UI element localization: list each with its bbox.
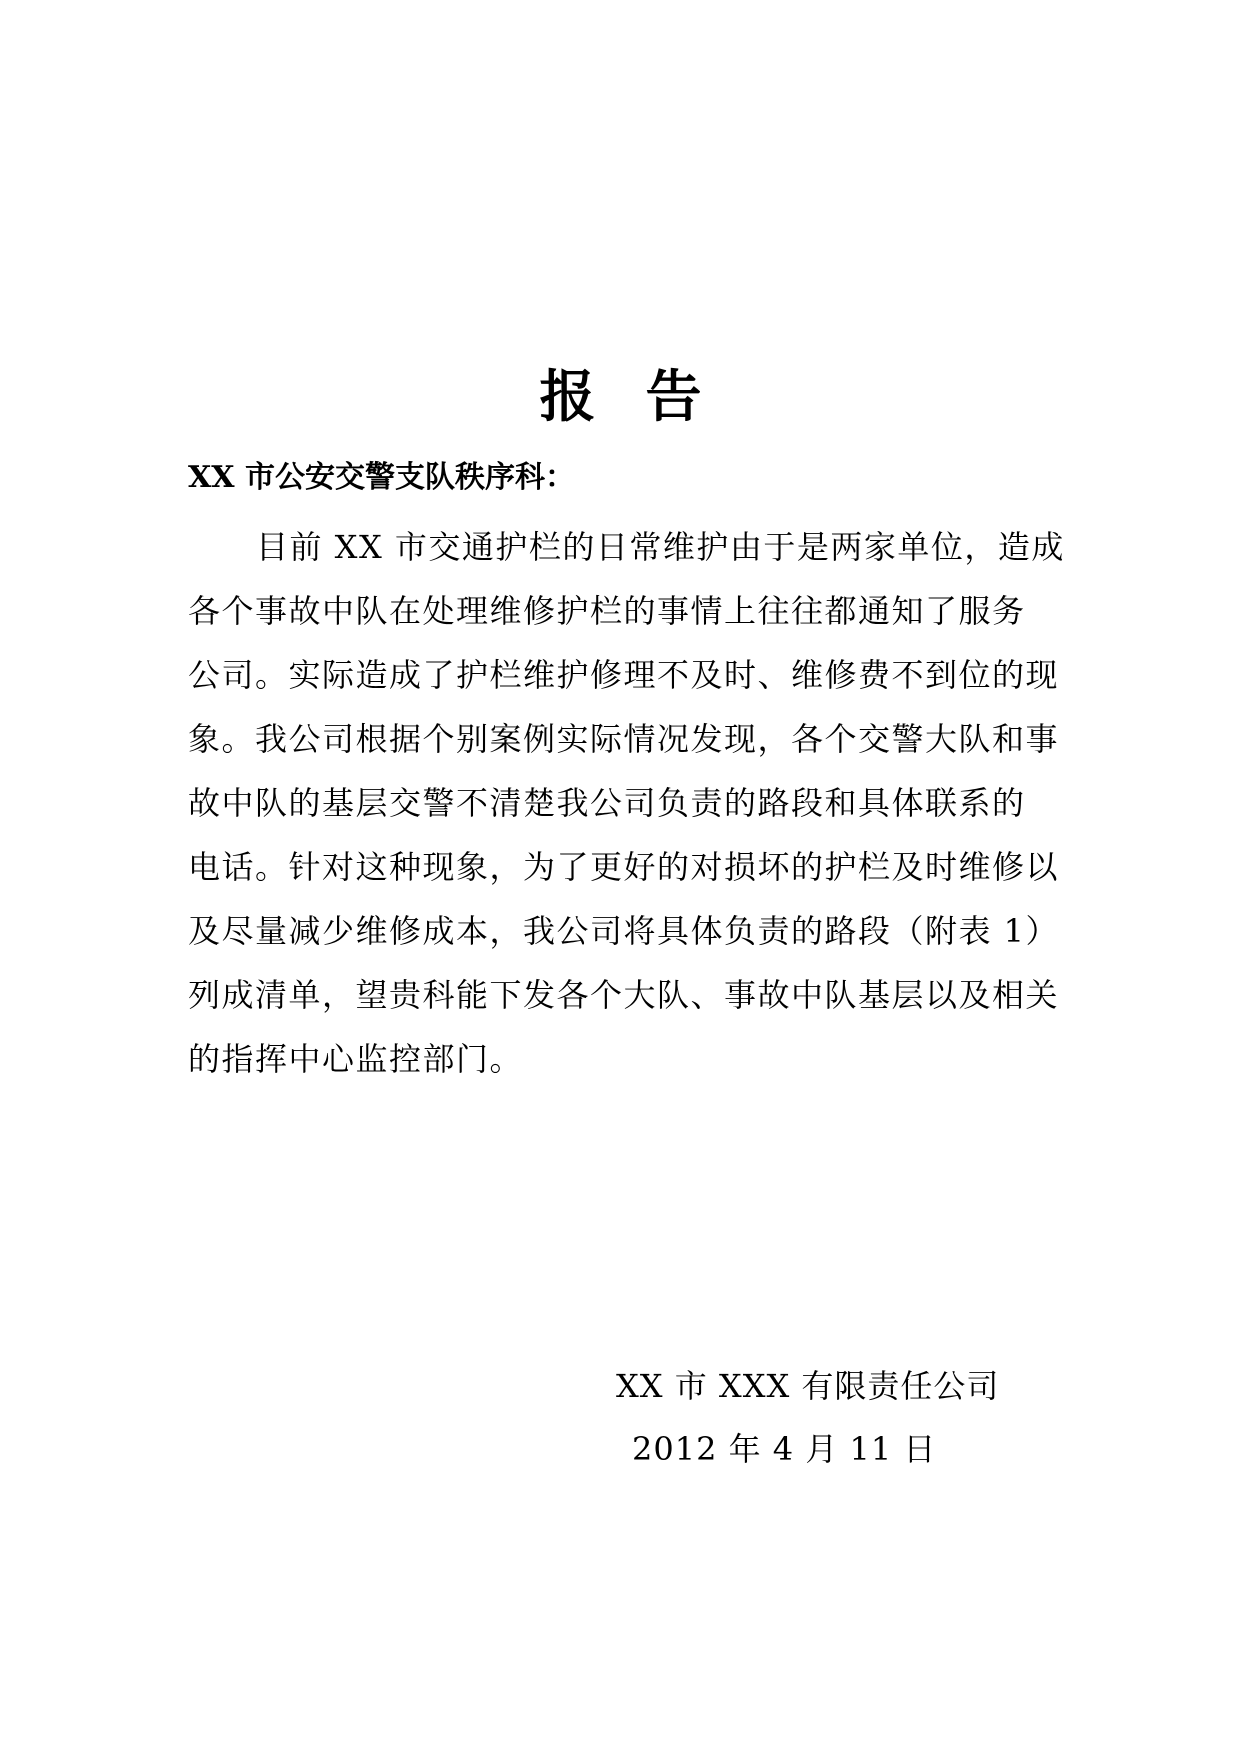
body-line: 及尽量减少维修成本，我公司将具体负责的路段（附表 1）: [188, 912, 1060, 950]
salutation: XX 市公安交警支队秩序科：: [188, 460, 575, 495]
document-title: 报告: [539, 364, 752, 430]
body-line: 故中队的基层交警不清楚我公司负责的路段和具体联系的: [188, 784, 1026, 822]
body-line: 象。我公司根据个别案例实际情况发现，各个交警大队和事: [188, 720, 1060, 758]
signature-date: 2012 年 4 月 11 日: [632, 1430, 937, 1468]
body-line: 的指挥中心监控部门。: [188, 1040, 524, 1078]
signature-company: XX 市 XXX 有限责任公司: [616, 1367, 1000, 1405]
document-body: [188, 515, 1065, 1091]
body-line: 公司。实际造成了护栏维护修理不及时、维修费不到位的现: [188, 656, 1060, 694]
body-line: 列成清单，望贵科能下发各个大队、事故中队基层以及相关: [188, 976, 1060, 1014]
body-line: 电话。针对这种现象，为了更好的对损坏的护栏及时维修以: [188, 848, 1060, 886]
body-line: 各个事故中队在处理维修护栏的事情上往往都通知了服务: [188, 592, 1026, 630]
body-line: 目前 XX 市交通护栏的日常维护由于是两家单位，造成: [256, 528, 1065, 566]
